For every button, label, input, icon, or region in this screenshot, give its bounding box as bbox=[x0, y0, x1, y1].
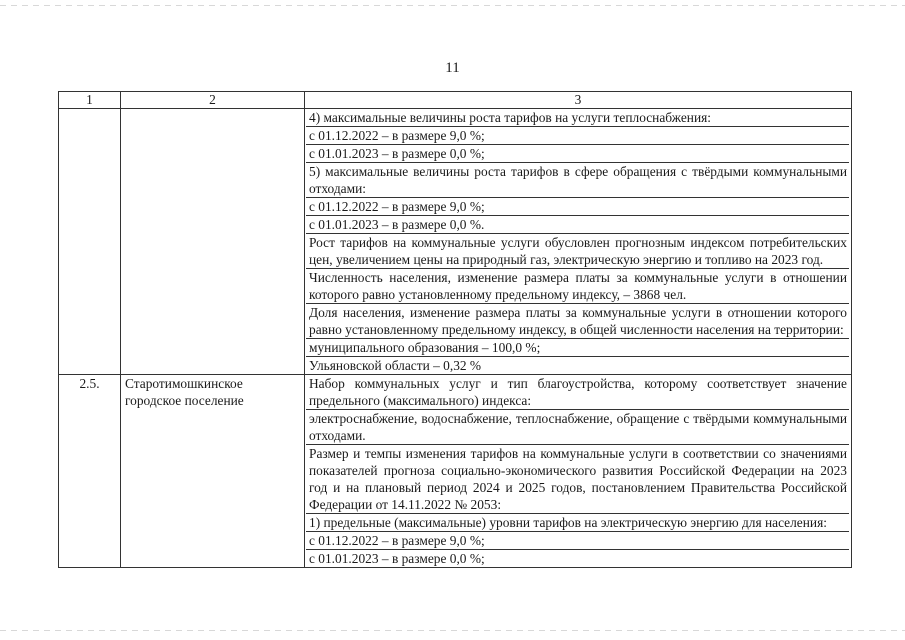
text-line: с 01.12.2022 – в размере 9,0 %; bbox=[306, 127, 849, 145]
text-line: 5) максимальные величины роста тарифов в сфере обращения с твёрдыми коммунальными отходами: bbox=[306, 163, 849, 198]
text-line: 4) максимальные величины роста тарифов на услуги теплоснабжения: bbox=[306, 109, 849, 127]
description-cell bbox=[305, 375, 852, 568]
scan-edge-top bbox=[0, 5, 905, 6]
text-line: Ульяновской области – 0,32 % bbox=[309, 358, 482, 373]
text-line: Размер и темпы изменения тарифов на коммунальные услуги в соответствии со значениями показателей прогноза социально-экономического развития Российской Федерации на 2023 год и на плановый период 2024 и 2025 годов, постановлением Правительства Российской Федерации от 14.11.2022 № 2053: bbox=[306, 445, 849, 514]
column-header-3: 3 bbox=[305, 92, 852, 109]
tariff-table bbox=[58, 91, 852, 568]
table-row bbox=[59, 375, 852, 568]
table-row bbox=[59, 109, 852, 375]
column-header-1: 1 bbox=[59, 92, 121, 109]
description-cell bbox=[305, 109, 852, 375]
row-number-cell bbox=[59, 109, 121, 375]
text-line: электроснабжение, водоснабжение, теплоснабжение, обращение с твёрдыми коммунальными отходами. bbox=[306, 410, 849, 445]
scan-edge-bottom bbox=[0, 630, 905, 631]
text-line: Численность населения, изменение размера платы за коммунальные услуги в отношении которого равно установленному предельному индексу, – 3868 чел. bbox=[306, 269, 849, 304]
page-number: 11 bbox=[445, 60, 460, 76]
text-line: с 01.01.2023 – в размере 0,0 %; bbox=[306, 145, 849, 163]
column-header-2: 2 bbox=[121, 92, 305, 109]
municipality-name-cell bbox=[121, 109, 305, 375]
row-number-cell: 2.5. bbox=[59, 375, 121, 568]
text-line: Доля населения, изменение размера платы за коммунальные услуги в отношении которого равно установленному предельному индексу, в общей численности населения на территории: bbox=[306, 304, 849, 339]
table-header-row bbox=[59, 92, 852, 109]
text-line: муниципального образования – 100,0 %; bbox=[306, 339, 849, 357]
municipality-name-cell: Старотимошкинское городское поселение bbox=[121, 375, 305, 568]
text-line: с 01.01.2023 – в размере 0,0 %; bbox=[309, 551, 485, 566]
text-line: с 01.12.2022 – в размере 9,0 %; bbox=[306, 198, 849, 216]
text-line: Набор коммунальных услуг и тип благоустройства, которому соответствует значение предельного (максимального) индекса: bbox=[306, 375, 849, 410]
text-line: с 01.12.2022 – в размере 9,0 %; bbox=[306, 532, 849, 550]
text-line: 1) предельные (максимальные) уровни тарифов на электрическую энергию для населения: bbox=[306, 514, 849, 532]
text-line: Рост тарифов на коммунальные услуги обусловлен прогнозным индексом потребительских цен, увеличением цены на природный газ, электрическую энергию и топливо на 2023 год. bbox=[306, 234, 849, 269]
text-line: с 01.01.2023 – в размере 0,0 %. bbox=[306, 216, 849, 234]
